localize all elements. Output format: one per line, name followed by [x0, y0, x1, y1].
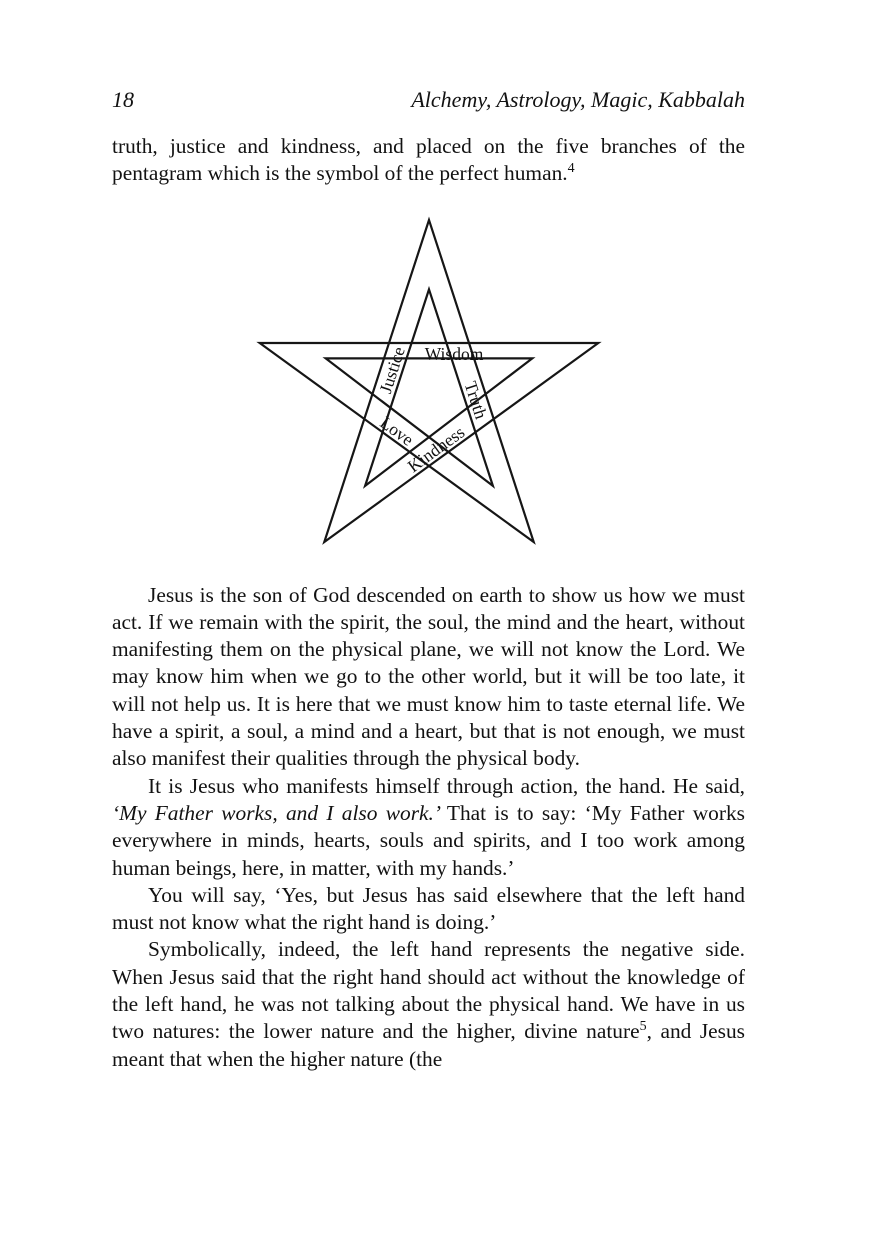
pentagram-drawing	[229, 214, 629, 550]
pentagram-figure	[229, 214, 629, 550]
running-title: Alchemy, Astrology, Magic, Kabbalah	[411, 87, 745, 112]
pentagram-label-justice: Justice	[374, 343, 409, 396]
text-segment: That is to say: ‘My Father works everywhere in minds, hearts, souls and spirits, and I too work among human beings, here, in matter, with my hands.’	[112, 800, 745, 880]
text-segment: It is Jesus who manifests himself through action, the hand. He said,	[148, 773, 745, 798]
body-text	[112, 133, 745, 1073]
paragraph	[112, 133, 745, 188]
text-segment: Symbolically, indeed, the left hand represents the negative side. When Jesus said that the right hand should act without the knowledge of the left hand, he was not talking about the physical hand. We have in us two natures: the lower nature and the higher, divine nature	[112, 937, 745, 1044]
main-paragraph-container	[112, 582, 745, 1073]
pentagram-label-wisdom: Wisdom	[424, 343, 483, 364]
text-segment: You will say, ‘Yes, but Jesus has said elsewhere that the left hand must not know what the right hand is doing.’	[112, 882, 745, 935]
paragraph	[112, 582, 745, 773]
pentagram-label-truth: Truth	[460, 378, 491, 421]
text-segment: Jesus is the son of God descended on earth to show us how we must act. If we remain with the spirit, the soul, the mind and the heart, without manifesting them on the physical plane, we will not know the Lord. We may know him when we go to the other world, but it will be too late, it will not help us. It is here that we must know him to taste eternal life. We have a spirit, a soul, a mind and a heart, but that is not enough, we must also manifest their qualities through the physical body.	[112, 582, 745, 771]
text-segment: , and Jesus meant that when the higher nature (the	[112, 1019, 745, 1071]
pentagram-outer-outline	[259, 220, 598, 542]
footnote-reference: 4	[567, 161, 575, 177]
page-number: 18	[112, 87, 134, 112]
pentagram-label-love: Love	[376, 411, 417, 450]
intro-paragraph-container	[112, 133, 745, 188]
paragraph	[112, 936, 745, 1072]
text-segment: ‘My Father works, and I also work.’	[112, 800, 447, 825]
text-segment: truth, justice and kindness, and placed on the five branches of the pentagram which is the symbol of the perfect human.	[112, 134, 745, 186]
running-header	[112, 86, 745, 113]
paragraph	[112, 773, 745, 882]
footnote-reference: 5	[639, 1019, 647, 1035]
pentagram-label-kindness: Kindness	[403, 421, 468, 476]
paragraph	[112, 882, 745, 937]
